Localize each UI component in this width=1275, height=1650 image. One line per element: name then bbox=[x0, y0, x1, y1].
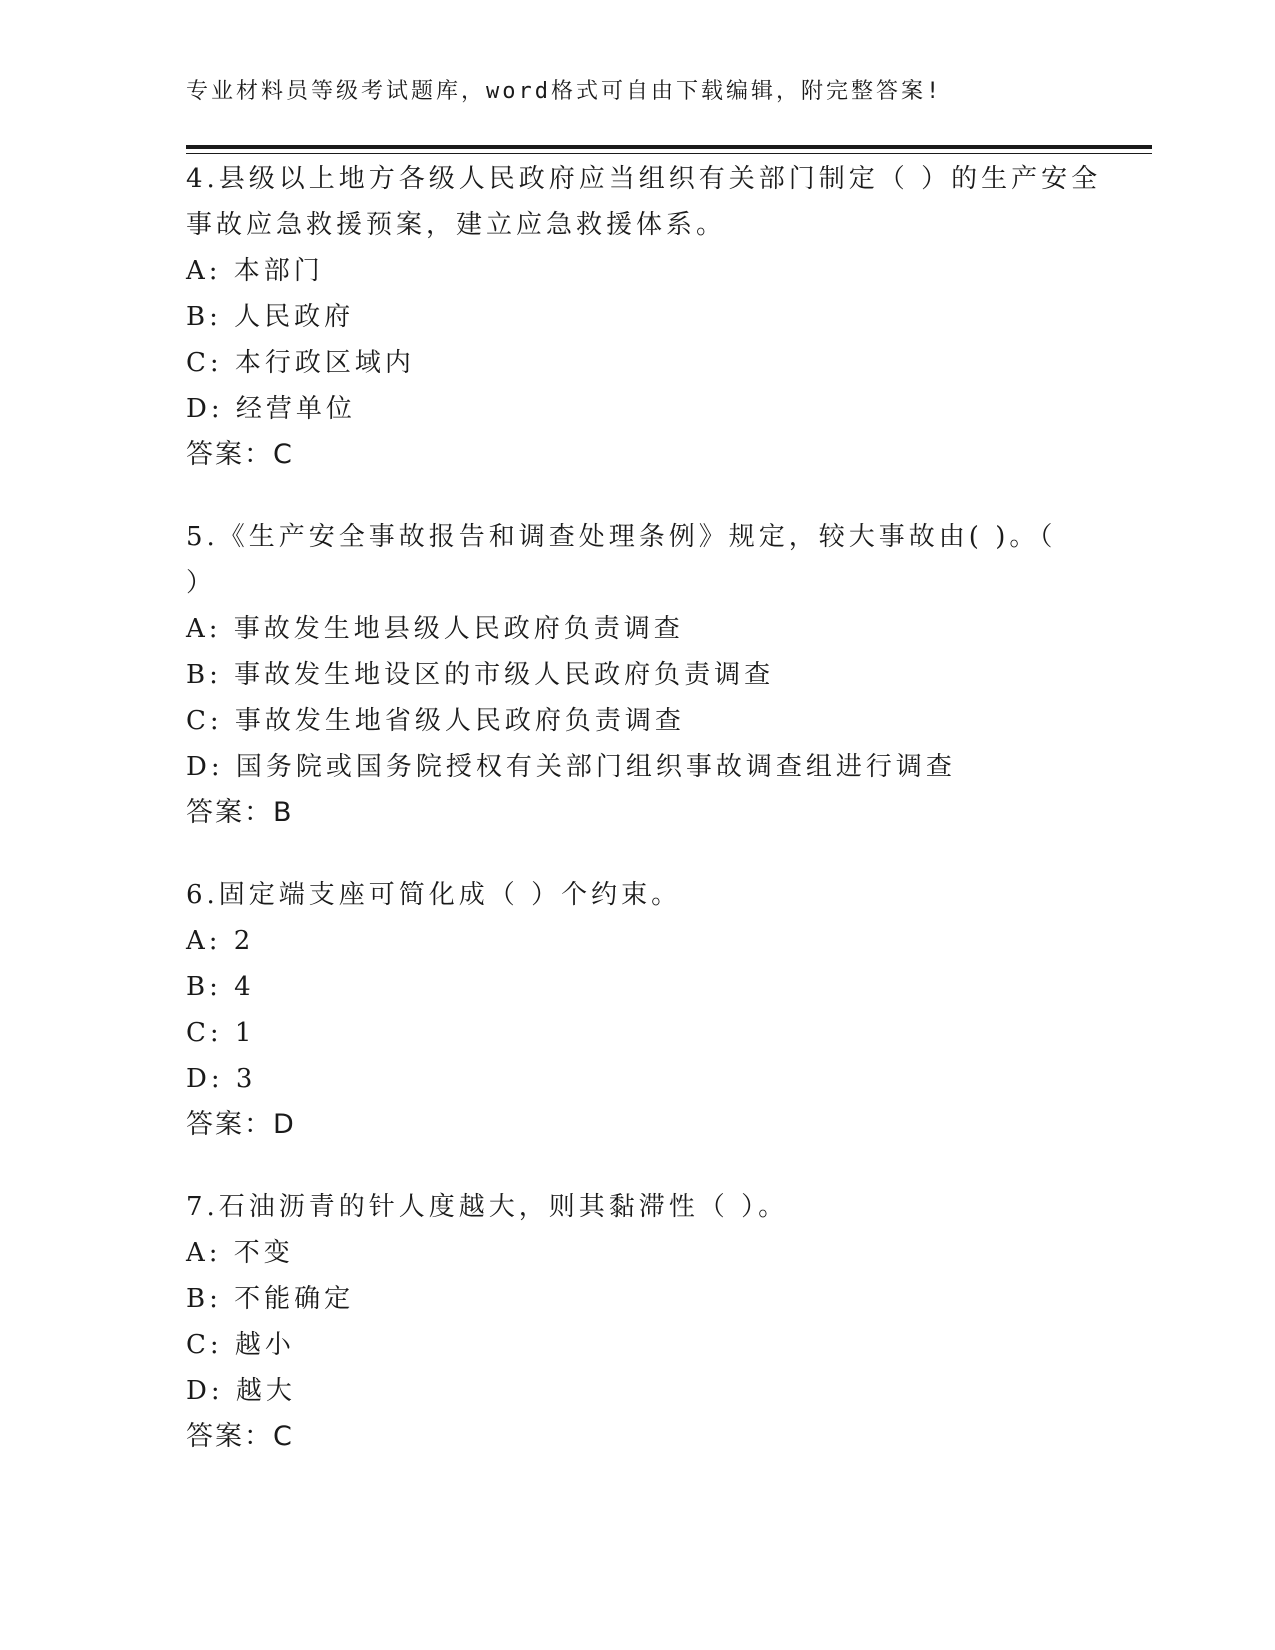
option-b: B: 人民政府 bbox=[186, 302, 355, 332]
option-a: A: 事故发生地县级人民政府负责调查 bbox=[186, 614, 684, 644]
option-d: D: 3 bbox=[186, 1064, 257, 1094]
answer: 答案：C bbox=[186, 439, 294, 470]
header-rule-thin bbox=[186, 153, 1152, 154]
option-d: D: 经营单位 bbox=[186, 394, 356, 424]
answer: 答案：D bbox=[186, 1109, 296, 1140]
option-d: D: 越大 bbox=[186, 1376, 296, 1406]
option-b: B: 4 bbox=[186, 972, 255, 1002]
page-header: 专业材料员等级考试题库，word格式可自由下载编辑，附完整答案! bbox=[186, 79, 943, 104]
question-text-line: 7.石油沥青的针人度越大，则其黏滞性（ ）。 bbox=[186, 1192, 789, 1222]
question-text-line: 4.县级以上地方各级人民政府应当组织有关部门制定（ ）的生产安全 bbox=[186, 164, 1102, 194]
option-a: A: 2 bbox=[186, 926, 255, 956]
question-list bbox=[186, 156, 1102, 1496]
option-c: C: 越小 bbox=[186, 1330, 295, 1360]
header-rule-thick bbox=[186, 145, 1152, 149]
option-a: A: 不变 bbox=[186, 1238, 294, 1268]
option-b: B: 不能确定 bbox=[186, 1284, 355, 1314]
option-c: C: 1 bbox=[186, 1018, 256, 1048]
question-text-line: 5.《生产安全事故报告和调查处理条例》规定，较大事故由( )。（ bbox=[186, 522, 1057, 552]
answer: 答案：B bbox=[186, 797, 294, 828]
answer: 答案：C bbox=[186, 1421, 294, 1452]
option-d: D: 国务院或国务院授权有关部门组织事故调查组进行调查 bbox=[186, 752, 956, 782]
option-c: C: 本行政区域内 bbox=[186, 348, 415, 378]
question-6 bbox=[186, 872, 1086, 1148]
question-4 bbox=[186, 156, 1102, 478]
question-7 bbox=[186, 1184, 1086, 1460]
question-text-line: ） bbox=[186, 568, 217, 598]
question-5 bbox=[186, 514, 1086, 836]
question-text-line: 6.固定端支座可简化成（ ）个约束。 bbox=[186, 880, 682, 910]
option-b: B: 事故发生地设区的市级人民政府负责调查 bbox=[186, 660, 775, 690]
question-text-line: 事故应急救援预案，建立应急救援体系。 bbox=[186, 210, 727, 240]
option-a: A: 本部门 bbox=[186, 256, 324, 286]
option-c: C: 事故发生地省级人民政府负责调查 bbox=[186, 706, 685, 736]
